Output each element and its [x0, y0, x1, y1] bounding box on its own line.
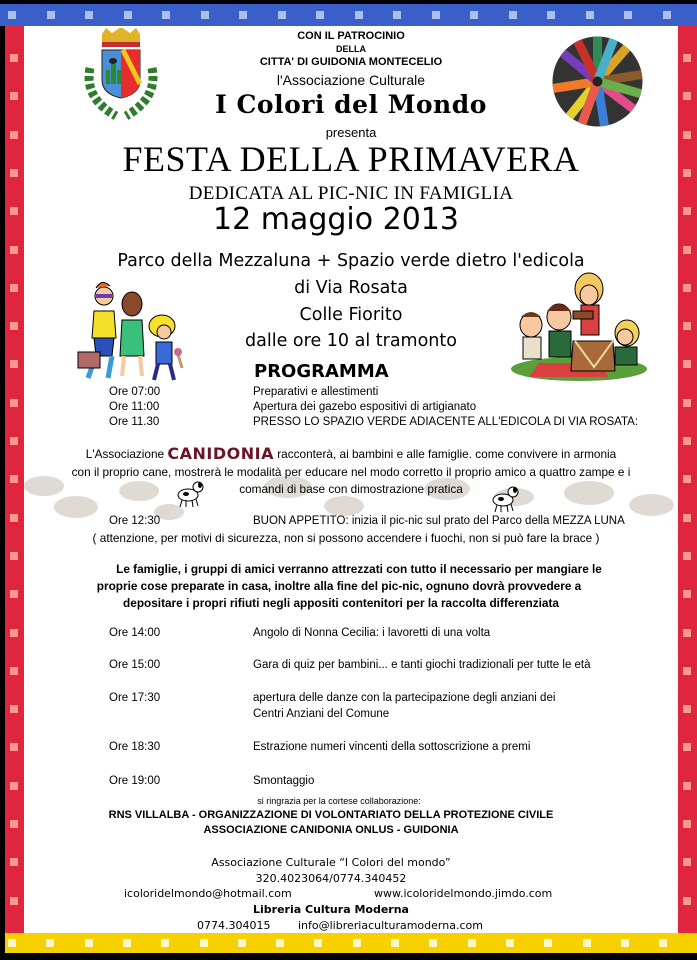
frame-square [583, 939, 591, 947]
frame-square [10, 92, 18, 100]
frame-square [683, 54, 691, 62]
association-line: l'Associazione Culturale [276, 72, 426, 88]
frame-square [683, 667, 691, 675]
frame-square [683, 437, 691, 445]
frame-left-border [5, 26, 24, 933]
frame-square [10, 897, 18, 905]
frame-square [683, 92, 691, 100]
event-date: 12 maggio 2013 [213, 202, 459, 237]
frame-square [683, 897, 691, 905]
schedule-time: Ore 19:00 [109, 775, 161, 787]
frame-square [432, 11, 440, 19]
safety-warning: ( attenzione, per motivi di sicurezza, non si possono accendere i fuochi, non si può fare la brace ) [92, 531, 600, 545]
canidonia-line-3: comandi di base con dimostrazione pratica [239, 482, 463, 496]
frame-top-border [0, 4, 697, 26]
program-heading: PROGRAMMA [254, 361, 389, 382]
frame-square [46, 939, 54, 947]
contact-phones: 320.4023064/0774.340452 [255, 872, 407, 885]
frame-square [10, 131, 18, 139]
frame-square [10, 667, 18, 675]
frame-square [683, 284, 691, 292]
frame-square [391, 939, 399, 947]
frame-square [10, 743, 18, 751]
canidonia-line-2: con il proprio cane, mostrerà le modalità per educare nel modo corretto il proprio amico a quattro zampe e i [71, 465, 631, 479]
frame-square [544, 939, 552, 947]
frame-square [353, 939, 361, 947]
frame-square [10, 858, 18, 866]
contact-email[interactable]: icoloridelmondo@hotmail.com [124, 887, 292, 900]
frame-square [8, 11, 16, 19]
frame-square [624, 11, 632, 19]
schedule-time: Ore 17:30 [109, 692, 161, 704]
location-line-1: Parco della Mezzaluna + Spazio verde dietro l'edicola [117, 251, 585, 271]
schedule-desc: Smontaggio [253, 775, 315, 787]
bookstore-phone: 0774.304015 [197, 919, 271, 932]
frame-square [683, 629, 691, 637]
frame-square [10, 399, 18, 407]
frame-square [10, 475, 18, 483]
frame-square [10, 437, 18, 445]
schedule-time: Ore 14:00 [109, 627, 161, 639]
frame-square [238, 939, 246, 947]
families-note-line-1: Le famiglie, i gruppi di amici verranno attrezzati con tutto il necessario per mangiare le [116, 562, 602, 576]
frame-square [429, 939, 437, 947]
families-note-line-2: proprie cose preparate in casa, inoltre alla fine del pic-nic, ognuno dovrà provvedere a [96, 579, 582, 593]
schedule-desc: Estrazione numeri vincenti della sottoscrizione a premi [253, 741, 531, 753]
frame-square [162, 11, 170, 19]
frame-square [239, 11, 247, 19]
frame-square [683, 131, 691, 139]
frame-square [663, 11, 671, 19]
frame-square [161, 939, 169, 947]
frame-square [683, 399, 691, 407]
frame-square [10, 284, 18, 292]
frame-square [509, 11, 517, 19]
schedule-time: Ore 15:00 [109, 659, 161, 671]
canidonia-line-1 [24, 445, 678, 463]
frame-square [123, 939, 131, 947]
frame-square [10, 820, 18, 828]
frame-square [683, 475, 691, 483]
frame-square [683, 820, 691, 828]
presents-label: presenta [325, 125, 377, 140]
schedule-desc: Angolo di Nonna Cecilia: i lavoretti di una volta [253, 627, 491, 639]
patronage-line-2: DELLA [336, 44, 366, 54]
frame-square [10, 782, 18, 790]
organization-name: I Colori del Mondo [215, 90, 487, 119]
frame-square [683, 782, 691, 790]
schedule-time: Ore 07:00 [109, 386, 161, 398]
canidonia-line1-text: racconterà, ai bambini e alle famiglie. come convivere in armonia [277, 447, 617, 461]
canidonia-prefix: L'Associazione [85, 447, 165, 461]
frame-square [10, 590, 18, 598]
schedule-desc: Preparativi e allestimenti [253, 386, 379, 398]
frame-square [278, 11, 286, 19]
frame-square [621, 939, 629, 947]
family-walking-illustration [74, 276, 189, 386]
schedule-desc: apertura delle danze con la partecipazione degli anziani dei [253, 692, 556, 704]
flyer [24, 26, 678, 933]
patronage-line-3: CITTA' DI GUIDONIA MONTECELIO [259, 56, 443, 68]
frame-square [355, 11, 363, 19]
frame-square [659, 939, 667, 947]
frame-square [683, 360, 691, 368]
frame-square [586, 11, 594, 19]
frame-square [47, 11, 55, 19]
frame-square [200, 939, 208, 947]
schedule-time: Ore 12:30 [109, 515, 161, 527]
frame-square [683, 169, 691, 177]
bookstore-email[interactable]: info@libreriaculturamoderna.com [298, 919, 483, 932]
frame-square [683, 705, 691, 713]
canidonia-logo: CANIDONIA [167, 444, 274, 463]
thanks-intro: si ringrazia per la cortese collaborazione: [257, 796, 421, 806]
thanks-line-2: ASSOCIAZIONE CANIDONIA ONLUS - GUIDONIA [203, 824, 459, 836]
frame-square [10, 169, 18, 177]
schedule-desc: BUON APPETITO: inizia il pic-nic sul prato del Parco della MEZZA LUNA [253, 515, 625, 527]
frame-square [683, 743, 691, 751]
frame-square [683, 514, 691, 522]
frame-square [276, 939, 284, 947]
frame-square [393, 11, 401, 19]
frame-square [683, 322, 691, 330]
event-hours: dalle ore 10 al tramonto [245, 331, 457, 351]
schedule-desc-continued: Centri Anziani del Comune [253, 708, 390, 720]
frame-square [10, 246, 18, 254]
frame-square [201, 11, 209, 19]
frame-square [124, 11, 132, 19]
frame-square [316, 11, 324, 19]
schedule-time: Ore 11.30 [109, 416, 160, 428]
frame-square [8, 939, 16, 947]
contact-association-name: Associazione Culturale “I Colori del mondo” [211, 856, 451, 869]
event-title: FESTA DELLA PRIMAVERA [122, 139, 580, 179]
frame-right-border [678, 26, 697, 933]
frame-bottom-border [5, 933, 697, 953]
frame-square [314, 939, 322, 947]
contact-website[interactable]: www.icoloridelmondo.jimdo.com [374, 887, 553, 900]
schedule-time: Ore 11:00 [109, 401, 160, 413]
patronage-line-1: CON IL PATROCINIO [297, 30, 405, 42]
frame-square [683, 246, 691, 254]
frame-square [10, 552, 18, 560]
frame-square [547, 11, 555, 19]
frame-square [468, 939, 476, 947]
frame-square [683, 207, 691, 215]
frame-square [10, 705, 18, 713]
frame-square [85, 11, 93, 19]
picnic-children-illustration [509, 271, 649, 381]
location-line-2: di Via Rosata [294, 278, 408, 298]
location-line-3: Colle Fiorito [299, 305, 403, 325]
frame-square [10, 207, 18, 215]
schedule-time: Ore 18:30 [109, 741, 161, 753]
frame-square [85, 939, 93, 947]
frame-square [10, 629, 18, 637]
event-subtitle: DEDICATA AL PIC-NIC IN FAMIGLIA [188, 183, 514, 204]
dog-illustration-left [174, 479, 206, 509]
frame-square [10, 322, 18, 330]
thanks-line-1: RNS VILLALBA - ORGANIZZAZIONE DI VOLONTARIATO DELLA PROTEZIONE CIVILE [108, 809, 554, 821]
frame-square [10, 54, 18, 62]
families-note-line-3: depositare i propri rifiuti negli appositi contenitori per la raccolta differenziata [123, 596, 559, 610]
frame-square [683, 590, 691, 598]
frame-square [683, 858, 691, 866]
schedule-desc: PRESSO LO SPAZIO VERDE ADIACENTE ALL'EDICOLA DI VIA ROSATA: [253, 416, 639, 428]
frame-square [506, 939, 514, 947]
frame-square [10, 360, 18, 368]
frame-square [470, 11, 478, 19]
schedule-desc: Apertura dei gazebo espositivi di artigianato [253, 401, 477, 413]
frame-square [10, 514, 18, 522]
bookstore-name: Libreria Cultura Moderna [253, 903, 409, 916]
dog-illustration-right [489, 484, 521, 514]
schedule-desc: Gara di quiz per bambini... e tanti giochi tradizionali per tutte le età [253, 659, 591, 671]
frame-square [683, 552, 691, 560]
